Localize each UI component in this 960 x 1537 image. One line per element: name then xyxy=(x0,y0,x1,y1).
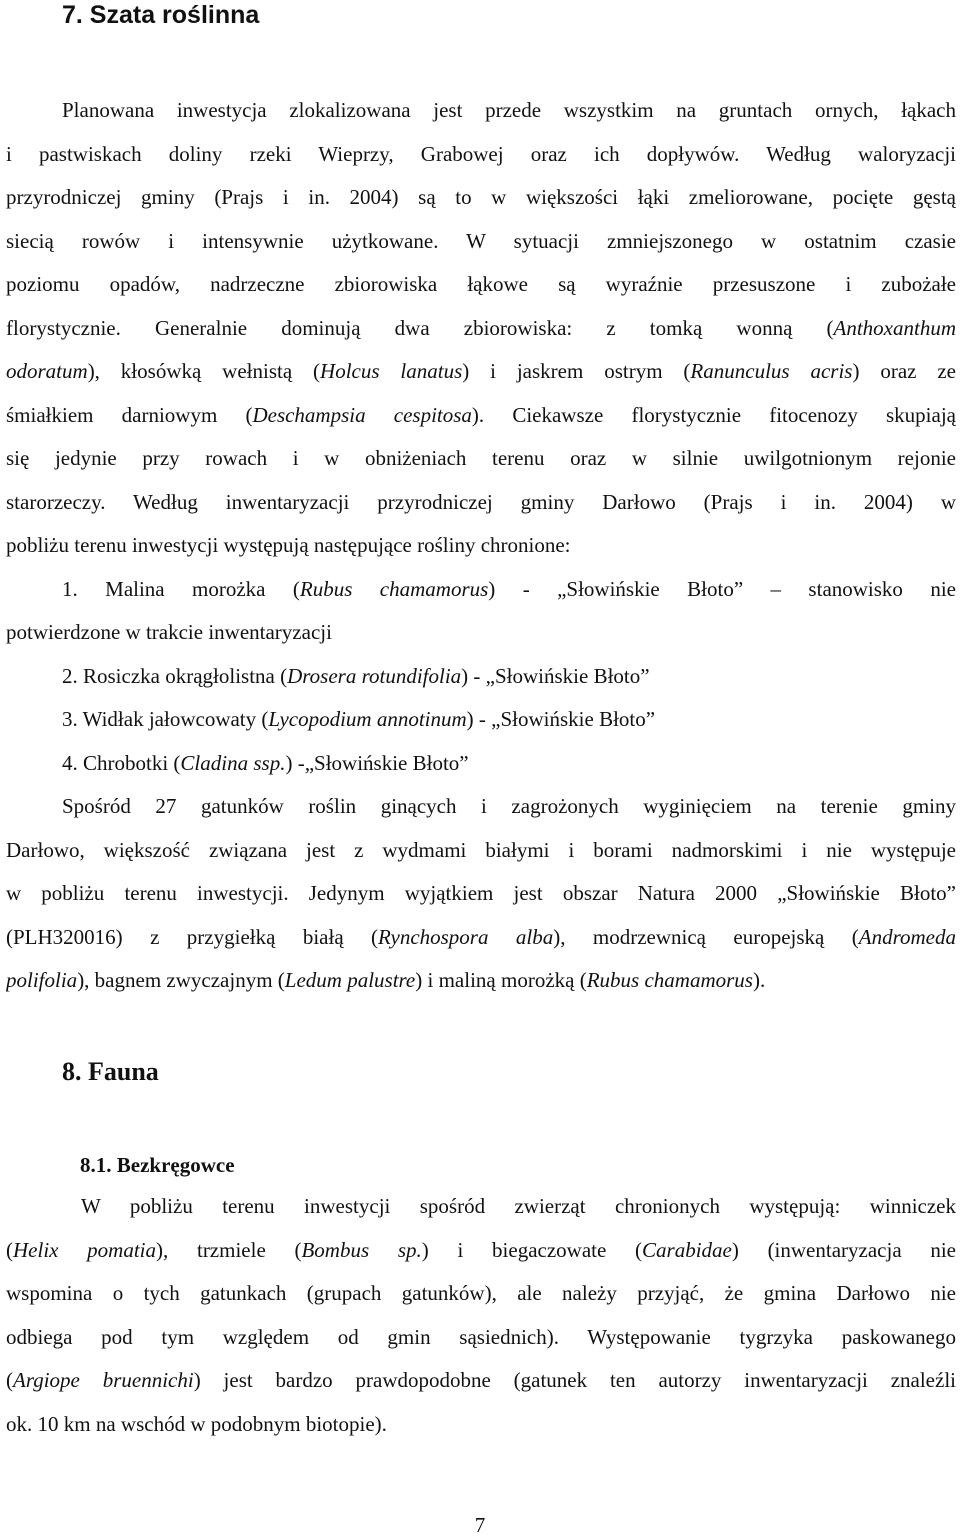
text-line: (Argiope bruennichi) jest bardzo prawdopodobne (gatunek ten autorzy inwentaryzacji znaleźli xyxy=(6,1368,956,1392)
text-line: siecią rowów i intensywnie użytkowane. W sytuacji zmniejszonego w ostatnim czasie xyxy=(6,228,956,253)
text-line: pobliżu terenu inwestycji występują następujące rośliny chronione: xyxy=(6,533,571,557)
section-8-1-body xyxy=(6,1185,956,1446)
text-line: i pastwiskach doliny rzeki Wieprzy, Grabowej oraz ich dopływów. Według waloryzacji xyxy=(6,141,956,166)
section-8-1-heading: 8.1. Bezkręgowce xyxy=(80,1153,235,1177)
list-item: 1. Malina morożka (Rubus chamamorus) - „Słowińskie Błoto” – stanowisko nie xyxy=(62,576,956,601)
page-number: 7 xyxy=(474,1513,486,1537)
text-line: wspomina o tych gatunkach (grupach gatunków), ale należy przyjąć, że gmina Darłowo nie xyxy=(6,1281,956,1305)
text-line: odbiega pod tym względem od gmin sąsiednich). Występowanie tygrzyka paskowanego xyxy=(6,1324,956,1349)
section-8-heading: 8. Fauna xyxy=(62,1057,159,1086)
text-line: starorzeczy. Według inwentaryzacji przyrodniczej gminy Darłowo (Prajs i in. 2004) w xyxy=(6,489,956,514)
list-item: 2. Rosiczka okrągłolistna (Drosera rotundifolia) - „Słowińskie Błoto” xyxy=(62,663,650,688)
text-line: polifolia), bagnem zwyczajnym (Ledum palustre) i maliną morożką (Rubus chamamorus). xyxy=(6,968,766,992)
text-line: florystycznie. Generalnie dominują dwa zbiorowiska: z tomką wonną (Anthoxanthum xyxy=(6,315,956,340)
text-line: przyrodniczej gminy (Prajs i in. 2004) są to w większości łąki zmeliorowane, pocięte gęstą xyxy=(6,185,956,209)
list-item-continuation: potwierdzone w trakcie inwentaryzacji xyxy=(6,620,332,644)
text-line: odoratum), kłosówką wełnistą (Holcus lanatus) i jaskrem ostrym (Ranunculus acris) oraz ze xyxy=(6,359,956,383)
section-7-heading: 7. Szata roślinna xyxy=(62,1,260,29)
text-line: (Helix pomatia), trzmiele (Bombus sp.) i biegaczowate (Carabidae) (inwentaryzacja nie xyxy=(6,1237,956,1262)
text-line: ok. 10 km na wschód w podobnym biotopie). xyxy=(6,1411,387,1436)
text-line: w pobliżu terenu inwestycji. Jedynym wyjątkiem jest obszar Natura 2000 „Słowińskie Błoto” xyxy=(6,881,956,905)
text-line: (PLH320016) z przygiełką białą (Rynchospora alba), modrzewnicą europejską (Andromeda xyxy=(6,924,956,949)
list-item: 3. Widłak jałowcowaty (Lycopodium annotinum) - „Słowińskie Błoto” xyxy=(62,707,656,731)
list-item: 4. Chrobotki (Cladina ssp.) -„Słowińskie Błoto” xyxy=(62,750,469,775)
section-7-body xyxy=(6,89,956,1003)
text-line: poziomu opadów, nadrzeczne zbiorowiska łąkowe są wyraźnie przesuszone i zubożałe xyxy=(6,272,956,296)
text-line: Darłowo, większość związana jest z wydmami białymi i borami nadmorskimi i nie występuje xyxy=(6,837,956,862)
text-line: Spośród 27 gatunków roślin ginących i zagrożonych wyginięciem na terenie gminy xyxy=(62,794,956,818)
text-line: W pobliżu terenu inwestycji spośród zwierząt chronionych występują: winniczek xyxy=(81,1194,956,1218)
text-line: się jedynie przy rowach i w obniżeniach terenu oraz w silnie uwilgotnionym rejonie xyxy=(6,446,956,470)
text-line: śmiałkiem darniowym (Deschampsia cespitosa). Ciekawsze florystycznie fitocenozy skupiają xyxy=(6,402,956,427)
text-line: Planowana inwestycja zlokalizowana jest przede wszystkim na gruntach ornych, łąkach xyxy=(62,98,956,122)
